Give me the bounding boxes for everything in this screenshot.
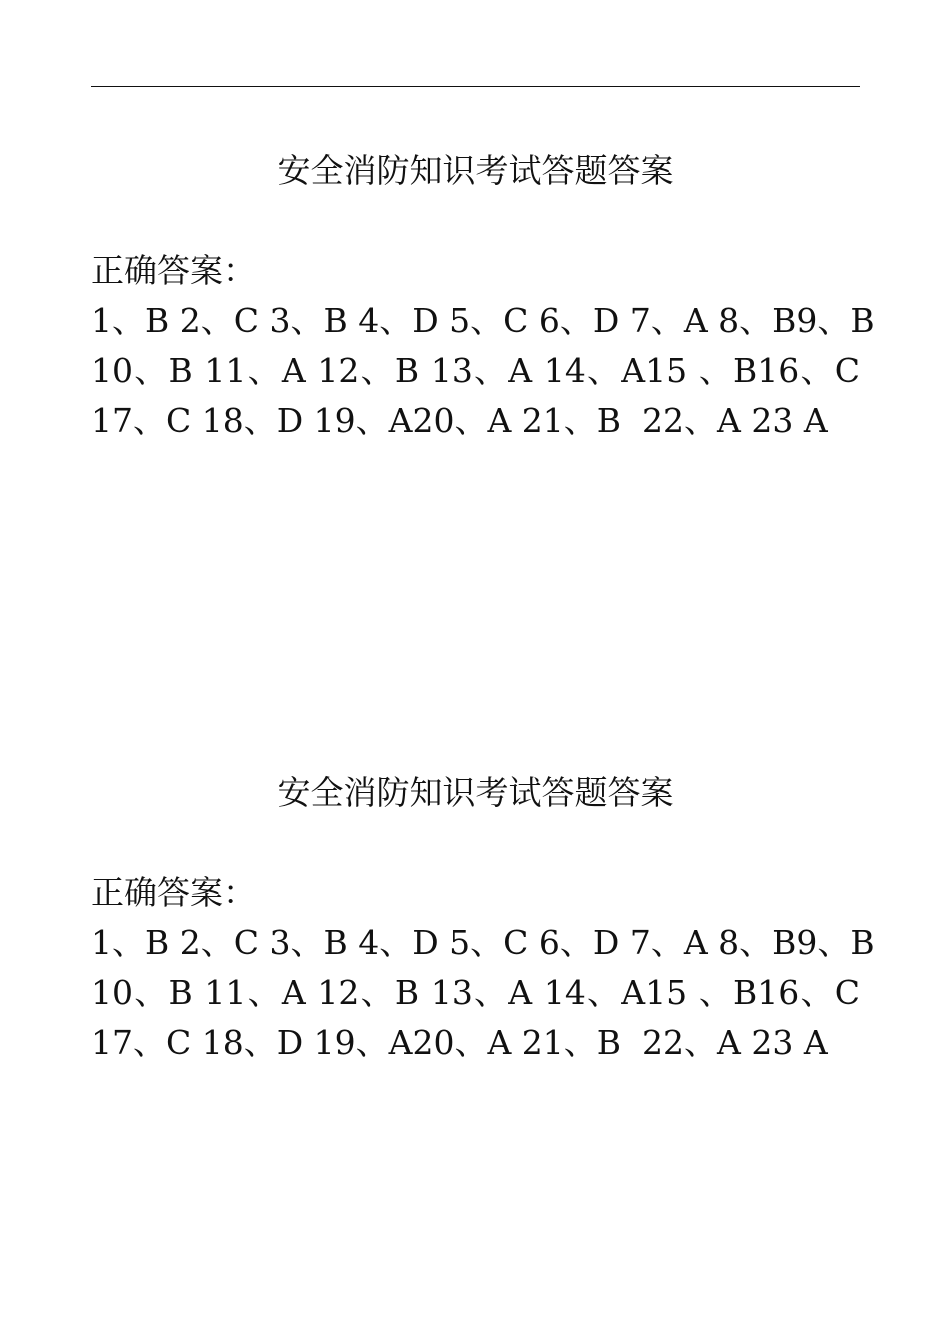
answer-label: 正确答案： (91, 873, 256, 912)
answer-line-3: 17、C 18、D 19、A20、A 21、B 22、A 23 A (91, 1023, 828, 1062)
answer-line-1: 1、B 2、C 3、B 4、D 5、C 6、D 7、A 8、B9、B (91, 301, 875, 340)
section-title: 安全消防知识考试答题答案 (277, 773, 674, 812)
answer-line-2: 10、B 11、A 12、B 13、A 14、A15 、B16、C (91, 351, 860, 390)
section-title: 安全消防知识考试答题答案 (277, 151, 674, 190)
answer-line-1: 1、B 2、C 3、B 4、D 5、C 6、D 7、A 8、B9、B (91, 923, 875, 962)
answer-list (91, 296, 875, 446)
header-rule (91, 86, 860, 87)
answer-section-1 (91, 146, 875, 446)
answer-section-2 (91, 768, 875, 1068)
answer-line-3: 17、C 18、D 19、A20、A 21、B 22、A 23 A (91, 401, 828, 440)
answer-list (91, 918, 875, 1068)
answer-label: 正确答案： (91, 251, 256, 290)
answer-line-2: 10、B 11、A 12、B 13、A 14、A15 、B16、C (91, 973, 860, 1012)
